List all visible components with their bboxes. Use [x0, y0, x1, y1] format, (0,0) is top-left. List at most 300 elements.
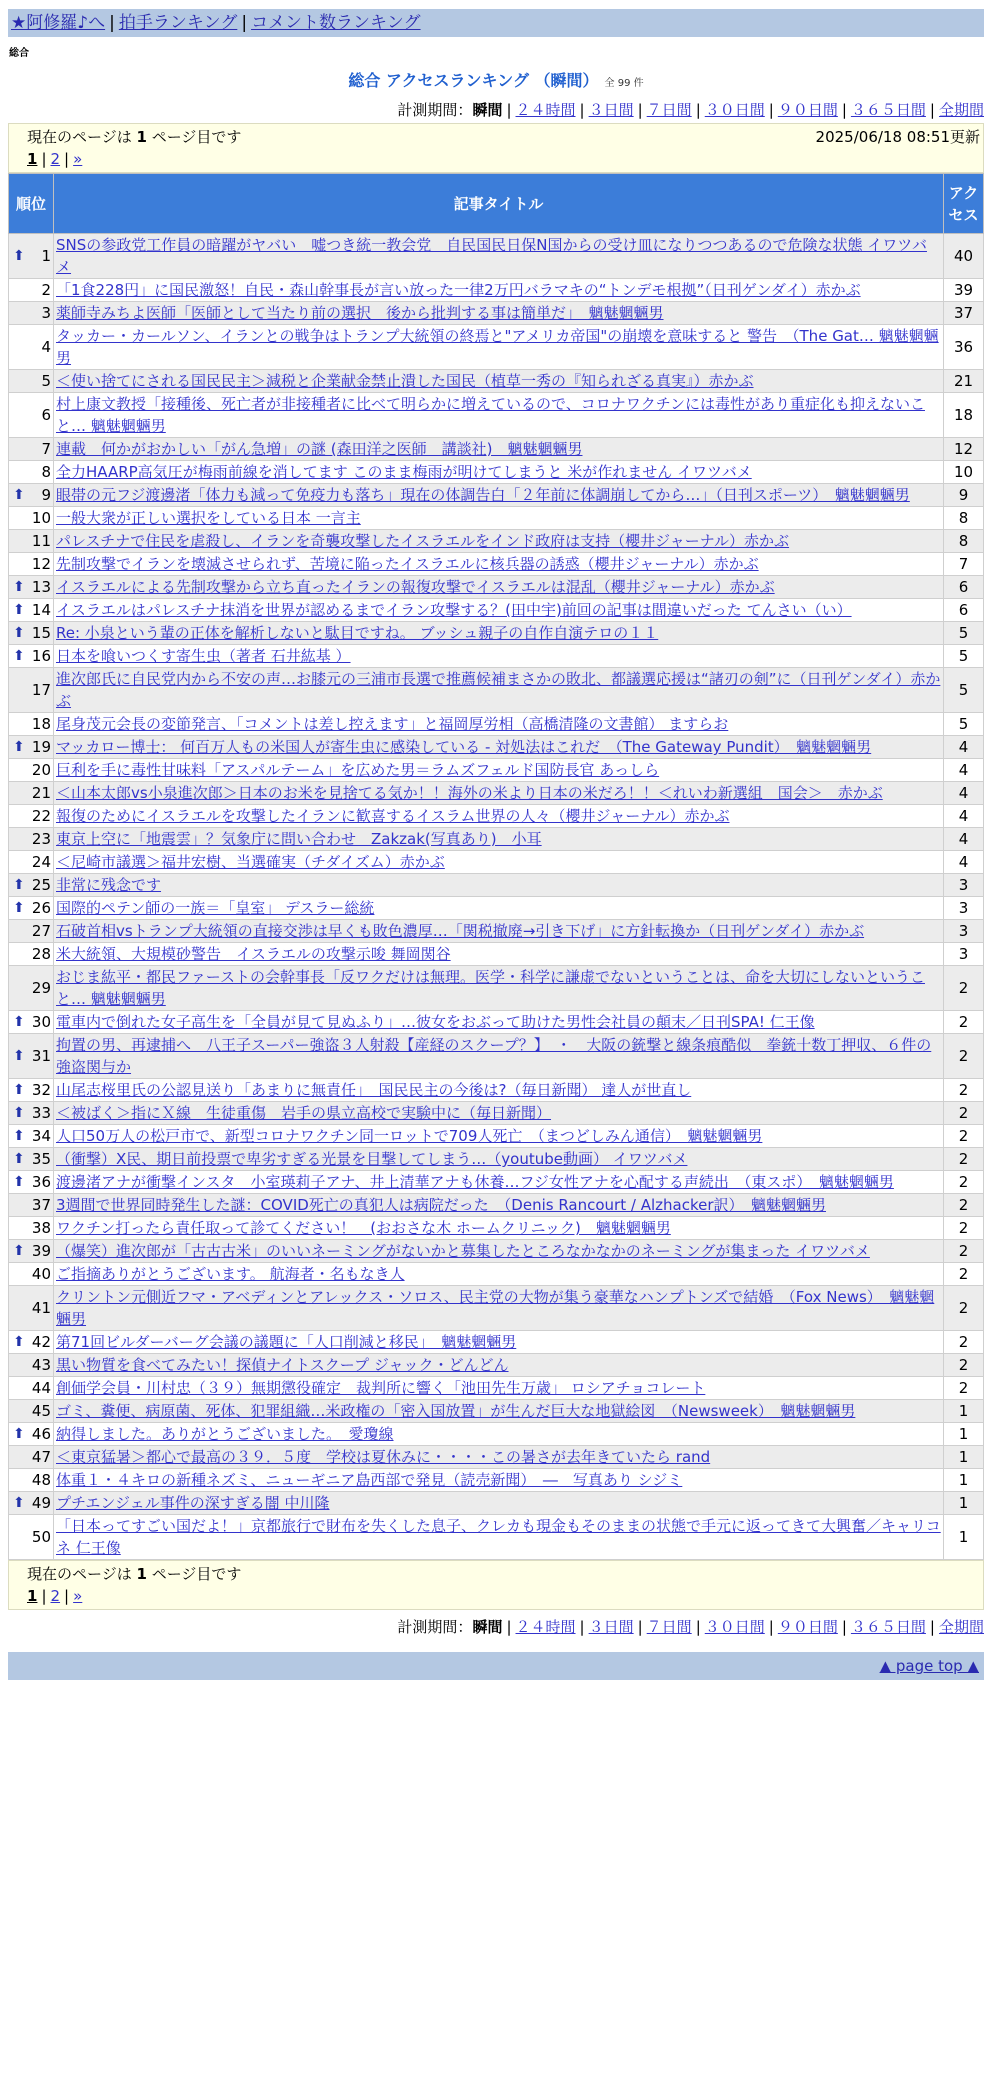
- access-count: 8: [944, 507, 984, 530]
- article-title-link[interactable]: ワクチン打ったら責任取って診てください！ (おおさな木 ホームクリニック) 魑魅魍魎男: [56, 1219, 671, 1237]
- article-title-link[interactable]: 石破首相vsトランプ大統領の直接交渉は早くも敗色濃厚…「関税撤廃→引き下げ」に方針転換か（日刊ゲンダイ）赤かぶ: [56, 922, 865, 940]
- rank-number: 44: [31, 1379, 51, 1397]
- access-count: 1: [944, 1423, 984, 1446]
- pager-separator: |: [64, 1587, 70, 1605]
- up-arrow-icon: ⬆: [13, 248, 25, 264]
- access-count: 18: [944, 393, 984, 438]
- article-title-link[interactable]: 3週間で世界同時発生した謎：COVID死亡の真犯人は病院だった （Denis Rancourt / Alzhacker訳） 魑魅魍魎男: [56, 1196, 826, 1214]
- period-separator: |: [695, 101, 701, 119]
- total-count: 全 99 件: [604, 78, 644, 89]
- rank-number: 15: [31, 624, 51, 642]
- rank-cell: [9, 438, 54, 461]
- table-row: [9, 302, 984, 325]
- access-count: 2: [944, 1079, 984, 1102]
- up-arrow-icon: ⬆: [13, 1128, 25, 1144]
- title-cell: [54, 874, 944, 897]
- article-title-link[interactable]: 巨利を手に毒性甘味料「アスパルテーム」を広めた男＝ラムズフェルド国防長官 あっしら: [56, 761, 660, 779]
- title-cell: [54, 897, 944, 920]
- article-title-link[interactable]: ゴミ、糞便、病原菌、死体、犯罪組織…米政権の「密入国放置」が生んだ巨大な地獄絵図 （Newsweek） 魑魅魍魎男: [56, 1402, 856, 1420]
- access-count: 2: [944, 1377, 984, 1400]
- rank-cell: [9, 1331, 54, 1354]
- title-cell: [54, 1354, 944, 1377]
- rank-cell: [9, 759, 54, 782]
- article-title-link[interactable]: 第71回ビルダーバーグ会議の議題に「人口削減と移民」 魑魅魍魎男: [56, 1333, 517, 1351]
- rank-number: 40: [31, 1265, 51, 1283]
- table-row: [9, 1286, 984, 1331]
- table-row: [9, 1171, 984, 1194]
- access-count: 37: [944, 302, 984, 325]
- title-cell: [54, 302, 944, 325]
- rank-cell: [9, 1446, 54, 1469]
- access-count: 2: [944, 1263, 984, 1286]
- table-row: [9, 1240, 984, 1263]
- rank-cell: [9, 507, 54, 530]
- table-row: [9, 851, 984, 874]
- title-cell: [54, 1217, 944, 1240]
- title-cell: [54, 461, 944, 484]
- access-count: 7: [944, 553, 984, 576]
- pager-link[interactable]: »: [73, 1587, 83, 1605]
- rank-number: 41: [31, 1299, 51, 1317]
- article-title-link[interactable]: 非常に残念です: [56, 876, 162, 894]
- article-title-link[interactable]: （衝撃）X民、期日前投票で卑劣すぎる光景を目撃してしまう…（youtube動画） イワツバメ: [56, 1150, 688, 1168]
- rank-number: 4: [41, 338, 51, 356]
- rank-number: 31: [31, 1047, 51, 1065]
- rank-number: 20: [31, 761, 51, 779]
- rank-cell: [9, 1423, 54, 1446]
- article-title-link[interactable]: ＜山本太郎vs小泉進次郎＞日本のお米を見捨てる気か！！海外の米より日本の米だろ！！＜れいわ新選組 国会＞ 赤かぶ: [56, 784, 883, 802]
- rank-cell: [9, 1469, 54, 1492]
- page-status-prefix: 現在のページは: [27, 1565, 132, 1583]
- rank-cell: [9, 302, 54, 325]
- article-title-link[interactable]: 渡邊渚アナが衝撃インスタ 小室瑛莉子アナ、井上清華アナも休養…フジ女性アナを心配する声続出 （東スポ） 魑魅魍魎男: [56, 1173, 894, 1191]
- article-title-link[interactable]: タッカー・カールソン、イランとの戦争はトランプ大統領の終焉と"アメリカ帝国"の崩壊を意味すると 警告 （The Gat… 魑魅魍魎男: [56, 327, 939, 367]
- article-title-link[interactable]: 薬師寺みちよ医師「医師として当たり前の選択 後から批判する事は簡単だ」 魑魅魍魎男: [56, 304, 664, 322]
- rank-number: 14: [31, 601, 51, 619]
- rank-cell: [9, 599, 54, 622]
- access-count: 4: [944, 759, 984, 782]
- access-count: 6: [944, 576, 984, 599]
- period-link[interactable]: ９０日間: [777, 101, 838, 119]
- header-access: アクセス: [944, 174, 984, 234]
- title-cell: [54, 1125, 944, 1148]
- table-row: [9, 1515, 984, 1560]
- period-link[interactable]: ３０日間: [704, 1618, 765, 1636]
- title-cell: [54, 1102, 944, 1125]
- header-title: 記事タイトル: [54, 174, 944, 234]
- article-title-link[interactable]: イスラエルはパレスチナ抹消を世界が認めるまでイラン攻撃する？(田中宇)前回の記事は間違いだった てんさい（い）: [56, 601, 852, 619]
- up-arrow-icon: ⬆: [13, 1048, 25, 1064]
- table-row: [9, 874, 984, 897]
- pager-separator: |: [64, 150, 70, 168]
- access-count: 4: [944, 805, 984, 828]
- period-separator: |: [768, 101, 774, 119]
- page-status: [27, 1563, 241, 1585]
- table-row: [9, 279, 984, 302]
- table-row: [9, 713, 984, 736]
- access-count: 5: [944, 713, 984, 736]
- article-title-link[interactable]: 尾身茂元会長の変節発言、「コメントは差し控えます」と福岡厚労相（高橋清隆の文書館） ますらお: [56, 715, 729, 733]
- nav-separator: |: [109, 13, 115, 33]
- pager: [27, 1585, 983, 1607]
- table-row: [9, 897, 984, 920]
- access-count: 1: [944, 1469, 984, 1492]
- table-row: [9, 507, 984, 530]
- article-title-link[interactable]: 連載 何かがおかしい「がん急増」の謎 (森田洋之医師 講談社) 魑魅魍魎男: [56, 440, 583, 458]
- pager-link[interactable]: »: [73, 150, 83, 168]
- rank-cell: [9, 645, 54, 668]
- period-link[interactable]: ７日間: [646, 1618, 692, 1636]
- pager-separator: |: [41, 1587, 47, 1605]
- title-cell: [54, 1286, 944, 1331]
- up-arrow-icon: ⬆: [13, 1495, 25, 1511]
- period-link[interactable]: ３日間: [588, 1618, 634, 1636]
- page-title: [0, 70, 992, 95]
- rank-cell: [9, 1400, 54, 1423]
- rank-number: 5: [41, 372, 51, 390]
- period-link[interactable]: ３６５日間: [850, 1618, 926, 1636]
- page-status: [27, 126, 241, 148]
- period-link[interactable]: ３０日間: [704, 101, 765, 119]
- page-info-box: [8, 123, 984, 173]
- article-title-link[interactable]: 村上康文教授「接種後、死亡者が非接種者に比べて明らかに増えているので、コロナワクチンには毒性があり重症化も抑えないこと… 魑魅魍魎男: [56, 395, 925, 435]
- table-row: [9, 1125, 984, 1148]
- title-cell: [54, 1171, 944, 1194]
- access-count: 5: [944, 645, 984, 668]
- access-count: 2: [944, 1354, 984, 1377]
- access-count: 1: [944, 1400, 984, 1423]
- access-count: 9: [944, 484, 984, 507]
- article-title-link[interactable]: イスラエルによる先制攻撃から立ち直ったイランの報復攻撃でイスラエルは混乱（櫻井ジャーナル）赤かぶ: [56, 578, 775, 596]
- table-row: [9, 1079, 984, 1102]
- rank-cell: [9, 393, 54, 438]
- table-row: [9, 370, 984, 393]
- page-top-link[interactable]: ▲ page top ▲: [879, 1657, 979, 1675]
- table-row: [9, 668, 984, 713]
- table-row: [9, 393, 984, 438]
- up-arrow-icon: ⬆: [13, 1174, 25, 1190]
- title-cell: [54, 920, 944, 943]
- up-arrow-icon: ⬆: [13, 739, 25, 755]
- article-title-link[interactable]: 納得しました。ありがとうございました。 愛瓊線: [56, 1425, 394, 1443]
- rank-number: 26: [31, 899, 51, 917]
- title-cell: [54, 1400, 944, 1423]
- table-row: [9, 1400, 984, 1423]
- rank-number: 11: [31, 532, 51, 550]
- nav-link-comment-ranking[interactable]: コメント数ランキング: [251, 13, 421, 33]
- rank-cell: [9, 966, 54, 1011]
- table-row: [9, 645, 984, 668]
- period-label: 計測期間：: [397, 1618, 473, 1636]
- article-title-link[interactable]: 報復のためにイスラエルを攻撃したイランに歓喜するイスラム世界の人々（櫻井ジャーナル）赤かぶ: [56, 807, 730, 825]
- article-title-link[interactable]: 拘置の男、再逮捕へ 八王子スーパー強盗３人射殺【産経のスクープ？】 ・ 大阪の銃撃と線条痕酷似 拳銃十数丁押収、６件の強盗関与か: [56, 1036, 932, 1076]
- rank-number: 16: [31, 647, 51, 665]
- access-count: 4: [944, 782, 984, 805]
- access-count: 2: [944, 1331, 984, 1354]
- rank-cell: [9, 805, 54, 828]
- title-cell: [54, 234, 944, 279]
- title-cell: [54, 828, 944, 851]
- article-title-link[interactable]: 人口50万人の松戸市で、新型コロナワクチン同一ロットで709人死亡 （まつどしみん通信） 魑魅魍魎男: [56, 1127, 763, 1145]
- title-cell: [54, 782, 944, 805]
- rank-number: 24: [31, 853, 51, 871]
- nav-link-clap-ranking[interactable]: 拍手ランキング: [118, 13, 238, 33]
- article-title-link[interactable]: 日本を喰いつくす寄生虫（著者 石井紘基 ）: [56, 647, 351, 665]
- up-arrow-icon: ⬆: [13, 648, 25, 664]
- article-title-link[interactable]: 電車内で倒れた女子高生を「全員が見て見ぬふり」…彼女をおぶって助けた男性会社員の顛末／日刊SPA! 仁王像: [56, 1013, 815, 1031]
- period-selector: [8, 99, 984, 121]
- rank-cell: [9, 1102, 54, 1125]
- title-cell: [54, 805, 944, 828]
- rank-number: 2: [41, 281, 51, 299]
- table-row: [9, 530, 984, 553]
- rank-cell: [9, 530, 54, 553]
- article-title-link[interactable]: 山尾志桜里氏の公認見送り「あまりに無責任」 国民民主の今後は?（毎日新聞） 達人が世直し: [56, 1081, 692, 1099]
- updated-timestamp: 2025/06/18 08:51更新: [815, 128, 980, 146]
- table-row: [9, 782, 984, 805]
- period-separator: |: [841, 1618, 847, 1636]
- access-count: 4: [944, 736, 984, 759]
- rank-number: 25: [31, 876, 51, 894]
- article-title-link[interactable]: 進次郎氏に自民党内から不安の声…お膝元の三浦市長選で推薦候補まさかの敗北、都議選応援は“諸刃の剣”に（日刊ゲンダイ）赤かぶ: [56, 670, 941, 710]
- access-count: 4: [944, 828, 984, 851]
- period-current: 瞬間: [472, 101, 503, 119]
- period-label: 計測期間：: [397, 101, 473, 119]
- period-separator: |: [579, 1618, 585, 1636]
- period-separator: |: [637, 1618, 643, 1636]
- rank-number: 38: [31, 1219, 51, 1237]
- table-row: [9, 622, 984, 645]
- access-count: 2: [944, 1171, 984, 1194]
- table-row: [9, 966, 984, 1011]
- rank-number: 10: [31, 509, 51, 527]
- title-cell: [54, 553, 944, 576]
- title-cell: [54, 1492, 944, 1515]
- table-row: [9, 1194, 984, 1217]
- nav-link-ashura[interactable]: ★阿修羅♪へ: [11, 13, 106, 33]
- rank-cell: [9, 920, 54, 943]
- page-title-text: 総合 アクセスランキング （瞬間）: [348, 71, 599, 90]
- rank-cell: [9, 1240, 54, 1263]
- period-link[interactable]: ２４時間: [515, 1618, 576, 1636]
- rank-cell: [9, 1217, 54, 1240]
- page-info-box-bottom: [8, 1560, 984, 1610]
- page-status-suffix: ページ目です: [151, 1565, 242, 1583]
- rank-cell: [9, 1492, 54, 1515]
- up-arrow-icon: ⬆: [13, 1426, 25, 1442]
- article-title-link[interactable]: 「日本ってすごい国だよ！」京都旅行で財布を失くした息子、クレカも現金もそのままの状態で手元に返ってきて大興奮／キャリコネ 仁王像: [56, 1517, 941, 1557]
- table-row: [9, 759, 984, 782]
- access-count: 2: [944, 1194, 984, 1217]
- rank-number: 47: [31, 1448, 51, 1466]
- article-title-link[interactable]: ＜使い捨てにされる国民民主＞減税と企業献金禁止潰した国民（植草一秀の『知られざる真実』）赤かぶ: [56, 372, 754, 390]
- period-link[interactable]: ９０日間: [777, 1618, 838, 1636]
- title-cell: [54, 1034, 944, 1079]
- period-link[interactable]: ３日間: [588, 101, 634, 119]
- article-title-link[interactable]: クリントン元側近フマ・アベディンとアレックス・ソロス、民主党の大物が集う豪華なハンプトンズで結婚 （Fox News） 魑魅魍魎男: [56, 1288, 935, 1328]
- article-title-link[interactable]: 創価学会員・川村忠（３９）無期懲役確定 裁判所に響く「池田先生万歳」 ロシアチョコレート: [56, 1379, 706, 1397]
- access-count: 3: [944, 874, 984, 897]
- page-number: 1: [136, 1565, 147, 1583]
- page-info-row: [27, 1563, 983, 1585]
- rank-number: 19: [31, 738, 51, 756]
- article-title-link[interactable]: 黒い物質を食べてみたい！探偵ナイトスクープ ジャック・どんどん: [56, 1356, 509, 1374]
- period-separator: |: [841, 101, 847, 119]
- page-status-prefix: 現在のページは: [27, 128, 132, 146]
- table-row: [9, 553, 984, 576]
- rank-number: 50: [31, 1528, 51, 1546]
- title-cell: [54, 1263, 944, 1286]
- article-title-link[interactable]: 国際的ペテン師の一族＝「皇室」 デスラー総統: [56, 899, 375, 917]
- pager-link[interactable]: 2: [50, 1587, 61, 1605]
- rank-number: 33: [31, 1104, 51, 1122]
- rank-number: 46: [31, 1425, 51, 1443]
- table-row: [9, 1102, 984, 1125]
- table-row: [9, 1446, 984, 1469]
- title-cell: [54, 325, 944, 370]
- access-count: 2: [944, 1286, 984, 1331]
- rank-number: 43: [31, 1356, 51, 1374]
- rank-cell: [9, 1377, 54, 1400]
- title-cell: [54, 1148, 944, 1171]
- table-row: [9, 1217, 984, 1240]
- rank-number: 7: [41, 440, 51, 458]
- article-title-link[interactable]: 先制攻撃でイランを壊滅させられず、苦境に陥ったイスラエルに核兵器の誘惑（櫻井ジャーナル）赤かぶ: [56, 555, 759, 573]
- article-title-link[interactable]: 全力HAARP高気圧が梅雨前線を消してます このまま梅雨が明けてしまうと 米が作れません イワツバメ: [56, 463, 752, 481]
- title-cell: [54, 1423, 944, 1446]
- rank-number: 48: [31, 1471, 51, 1489]
- rank-cell: [9, 897, 54, 920]
- pager-link[interactable]: 2: [50, 150, 61, 168]
- pager-current: 1: [27, 1587, 38, 1605]
- title-cell: [54, 1194, 944, 1217]
- article-title-link[interactable]: ＜尼崎市議選＞福井宏樹、当選確実（チダイズム）赤かぶ: [56, 853, 445, 871]
- title-cell: [54, 713, 944, 736]
- access-count: 5: [944, 668, 984, 713]
- title-cell: [54, 507, 944, 530]
- article-title-link[interactable]: 体重１・４キロの新種ネズミ、ニューギニア島西部で発見（読売新聞） ― 写真あり シジミ: [56, 1471, 683, 1489]
- table-row: [9, 805, 984, 828]
- article-title-link[interactable]: マッカロー博士： 何百万人もの米国人が寄生虫に感染している - 対処法はこれだ （The Gateway Pundit） 魑魅魍魎男: [56, 738, 872, 756]
- article-title-link[interactable]: 眼帯の元フジ渡邊渚「体力も減って免疫力も落ち」現在の体調告白「２年前に体調崩してから…」（日刊スポーツ） 魑魅魍魎男: [56, 486, 910, 504]
- rank-number: 29: [31, 979, 51, 997]
- title-cell: [54, 530, 944, 553]
- up-arrow-icon: ⬆: [13, 1243, 25, 1259]
- period-link[interactable]: 全期間: [938, 1618, 984, 1636]
- up-arrow-icon: ⬆: [13, 625, 25, 641]
- table-row: [9, 325, 984, 370]
- table-row: [9, 1034, 984, 1079]
- top-nav: [8, 9, 984, 37]
- access-count: 2: [944, 1217, 984, 1240]
- rank-cell: [9, 1515, 54, 1560]
- rank-cell: [9, 736, 54, 759]
- table-row: [9, 1331, 984, 1354]
- rank-cell: [9, 828, 54, 851]
- rank-cell: [9, 1354, 54, 1377]
- rank-number: 18: [31, 715, 51, 733]
- up-arrow-icon: ⬆: [13, 1151, 25, 1167]
- rank-number: 36: [31, 1173, 51, 1191]
- rank-cell: [9, 1148, 54, 1171]
- article-title-link[interactable]: 「1食228円」に国民激怒！自民・森山幹事長が言い放った一律2万円バラマキの“トンデモ根拠”（日刊ゲンダイ）赤かぶ: [56, 281, 861, 299]
- article-title-link[interactable]: ＜東京猛暑＞都心で最高の３９．５度 学校は夏休みに・・・・この暑さが去年きていたら rand: [56, 1448, 711, 1466]
- access-count: 2: [944, 966, 984, 1011]
- article-title-link[interactable]: Re: 小泉という輩の正体を解析しないと駄目ですね。 ブッシュ親子の自作自演テロの１１: [56, 624, 659, 642]
- rank-cell: [9, 622, 54, 645]
- title-cell: [54, 1446, 944, 1469]
- rank-cell: [9, 874, 54, 897]
- article-title-link[interactable]: （爆笑）進次郎が「古古古米」のいいネーミングがないかと募集したところなかなかのネーミングが集まった イワツバメ: [56, 1242, 870, 1260]
- article-title-link[interactable]: SNSの参政党工作員の暗躍がヤバい 嘘つき統一教会党 自民国民日保N国からの受け皿になりつつあるので危険な状態 イワツバメ: [56, 236, 927, 276]
- period-link[interactable]: ２４時間: [515, 101, 576, 119]
- article-title-link[interactable]: 一般大衆が正しい選択をしている日本 一言主: [56, 509, 361, 527]
- article-title-link[interactable]: おじま紘平・都民ファーストの会幹事長「反ワクだけは無理。医学・科学に謙虚でないということは、命を大切にしないということ… 魑魅魍魎男: [56, 968, 925, 1008]
- access-count: 36: [944, 325, 984, 370]
- table-row: [9, 736, 984, 759]
- title-cell: [54, 1331, 944, 1354]
- access-count: 2: [944, 1240, 984, 1263]
- up-arrow-icon: ⬆: [13, 1082, 25, 1098]
- access-count: 1: [944, 1515, 984, 1560]
- rank-cell: [9, 713, 54, 736]
- footer-nav: [8, 1652, 984, 1680]
- period-separator: |: [506, 101, 512, 119]
- rank-number: 9: [41, 486, 51, 504]
- article-title-link[interactable]: パレスチナで住民を虐殺し、イランを奇襲攻撃したイスラエルをインド政府は支持（櫻井ジャーナル）赤かぶ: [56, 532, 790, 550]
- ranking-body: [9, 234, 984, 1560]
- up-arrow-icon: ⬆: [13, 900, 25, 916]
- article-title-link[interactable]: ご指摘ありがとうございます。 航海者・名もなき人: [56, 1265, 405, 1283]
- article-title-link[interactable]: 米大統領、大規模砂警告 イスラエルの攻撃示唆 舞岡関谷: [56, 945, 451, 963]
- rank-cell: [9, 1034, 54, 1079]
- rank-cell: [9, 325, 54, 370]
- up-arrow-icon: ⬆: [13, 579, 25, 595]
- period-link[interactable]: ７日間: [646, 101, 692, 119]
- rank-cell: [9, 1171, 54, 1194]
- rank-number: 35: [31, 1150, 51, 1168]
- access-count: 2: [944, 1034, 984, 1079]
- table-row: [9, 1377, 984, 1400]
- period-selector-bottom: [8, 1616, 984, 1638]
- article-title-link[interactable]: 東京上空に「地震雲」？気象庁に問い合わせ Zakzak(写真あり) 小耳: [56, 830, 542, 848]
- rank-number: 21: [31, 784, 51, 802]
- article-title-link[interactable]: ＜被ばく＞指にＸ線 生徒重傷 岩手の県立高校で実験中に（毎日新聞）: [56, 1104, 552, 1122]
- period-link[interactable]: ３６５日間: [850, 101, 926, 119]
- rank-number: 23: [31, 830, 51, 848]
- access-count: 2: [944, 1125, 984, 1148]
- period-link[interactable]: 全期間: [938, 101, 984, 119]
- rank-number: 49: [31, 1494, 51, 1512]
- title-cell: [54, 438, 944, 461]
- title-cell: [54, 1515, 944, 1560]
- period-current: 瞬間: [472, 1618, 503, 1636]
- up-arrow-icon: ⬆: [13, 1105, 25, 1121]
- table-row: [9, 1011, 984, 1034]
- pager: [27, 148, 983, 170]
- rank-cell: [9, 1286, 54, 1331]
- table-row: [9, 484, 984, 507]
- title-cell: [54, 645, 944, 668]
- table-row: [9, 576, 984, 599]
- rank-cell: [9, 668, 54, 713]
- rank-number: 28: [31, 945, 51, 963]
- rank-number: 42: [31, 1333, 51, 1351]
- pager-separator: |: [41, 150, 47, 168]
- title-cell: [54, 279, 944, 302]
- article-title-link[interactable]: プチエンジェル事件の深すぎる闇 中川隆: [56, 1494, 330, 1512]
- page-number: 1: [136, 128, 147, 146]
